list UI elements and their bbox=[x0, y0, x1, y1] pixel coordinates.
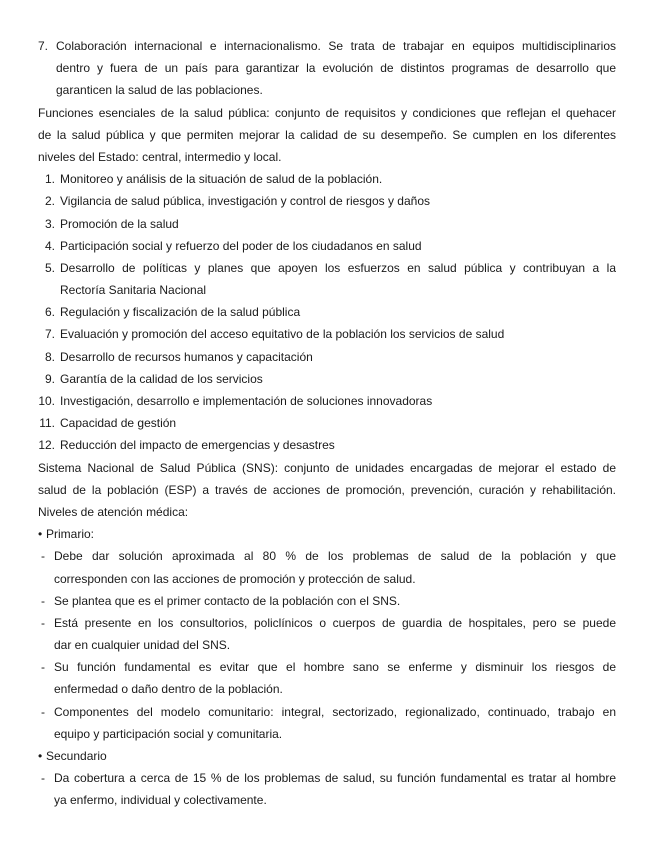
list-item: 6. Regulación y fiscalización de la salud pública bbox=[44, 305, 301, 320]
principle-7-line-3: garanticen la salud de las poblaciones. bbox=[56, 83, 263, 98]
dash-icon: - bbox=[41, 771, 45, 786]
list-item: 10. Investigación, desarrollo e implementación de soluciones innovadoras bbox=[38, 394, 433, 408]
dash-item: - Da cobertura a cerca de 15 % de los problemas de salud, su función fundamental es tratar al hombre bbox=[38, 767, 616, 789]
dash-item: - Se plantea que es el primer contacto de la población con el SNS. bbox=[38, 590, 616, 612]
dash-item-continuation: ya enfermo, individual y colectivamente. bbox=[54, 793, 267, 808]
principle-7-number: 7. bbox=[38, 39, 49, 53]
sns-paragraph-line-2: salud de la población (ESP) a través de acciones de promoción, prevención, curación y rehabilitación. bbox=[38, 482, 616, 497]
secundario-heading: • Secundario bbox=[38, 745, 616, 767]
dash-icon: - bbox=[41, 704, 45, 719]
list-item-continuation: Rectoría Sanitaria Nacional bbox=[60, 283, 207, 298]
dash-item-continuation: corresponden con las acciones de promoción y protección de salud. bbox=[54, 571, 416, 586]
dash-item: - Está presente en los consultorios, policlínicos o cuerpos de guardia de hospitales, pero se puede bbox=[38, 612, 616, 634]
dash-item: - Su función fundamental es evitar que el hombre sano se enferme y disminuir los riesgos de bbox=[38, 656, 616, 678]
funciones-paragraph-line-2: de la salud pública y que permiten mejorar la calidad de su desempeño. Se cumplen en los diferentes bbox=[38, 127, 616, 142]
list-item: 3. Promoción de la salud bbox=[44, 216, 179, 231]
dash-item-continuation: equipo y participación social y comunitaria. bbox=[54, 726, 283, 741]
list-item: 1. Monitoreo y análisis de la situación de salud de la población. bbox=[44, 172, 383, 187]
dash-icon: - bbox=[41, 549, 45, 564]
list-item: 8. Desarrollo de recursos humanos y capacitación bbox=[44, 349, 313, 364]
list-item: 5. Desarrollo de políticas y planes que apoyen los esfuerzos en salud pública y contribuyan a la bbox=[44, 260, 616, 275]
bullet-icon: • bbox=[38, 749, 43, 763]
dash-icon: - bbox=[41, 593, 45, 608]
dash-item: - Componentes del modelo comunitario: integral, sectorizado, regionalizado, continuado, trabajo en bbox=[38, 701, 616, 723]
dash-icon: - bbox=[41, 660, 45, 675]
dash-icon: - bbox=[41, 615, 45, 630]
funciones-list bbox=[38, 168, 616, 456]
sns-paragraph-line-1: Sistema Nacional de Salud Pública (SNS): conjunto de unidades encargadas de mejorar el estado de bbox=[38, 460, 616, 475]
principle-7-line-1: 7. Colaboración internacional e internacionalismo. Se trata de trabajar en equipos multidisciplinarios bbox=[38, 35, 616, 57]
dash-item-continuation: dar en cualquier unidad del SNS. bbox=[54, 638, 231, 653]
dash-item-continuation: enfermedad o daño dentro de la población. bbox=[54, 682, 283, 697]
list-item: 11. Capacidad de gestión bbox=[39, 416, 177, 431]
document-page bbox=[38, 35, 616, 812]
list-item: 7. Evaluación y promoción del acceso equitativo de la población los servicios de salud bbox=[44, 327, 505, 342]
list-item: 4. Participación social y refuerzo del poder de los ciudadanos en salud bbox=[44, 238, 422, 253]
funciones-paragraph-line-3: niveles del Estado: central, intermedio y local. bbox=[38, 149, 282, 164]
list-item: 9. Garantía de la calidad de los servicios bbox=[44, 371, 263, 386]
list-item: 12. Reducción del impacto de emergencias y desastres bbox=[38, 438, 335, 453]
principle-7-line-2: dentro y fuera de un país para garantizar la evolución de distintos programas de desarrollo que bbox=[56, 61, 616, 76]
list-item: 2. Vigilancia de salud pública, investigación y control de riesgos y daños bbox=[44, 194, 431, 209]
dash-item: - Debe dar solución aproximada al 80 % de los problemas de salud de la población y que bbox=[38, 545, 616, 567]
niveles-heading: Niveles de atención médica: bbox=[38, 504, 189, 519]
funciones-paragraph-line-1: Funciones esenciales de la salud pública: conjunto de requisitos y condiciones que reflejan el quehacer bbox=[38, 105, 616, 120]
primario-heading: • Primario: bbox=[38, 523, 616, 545]
bullet-icon: • bbox=[38, 527, 43, 542]
